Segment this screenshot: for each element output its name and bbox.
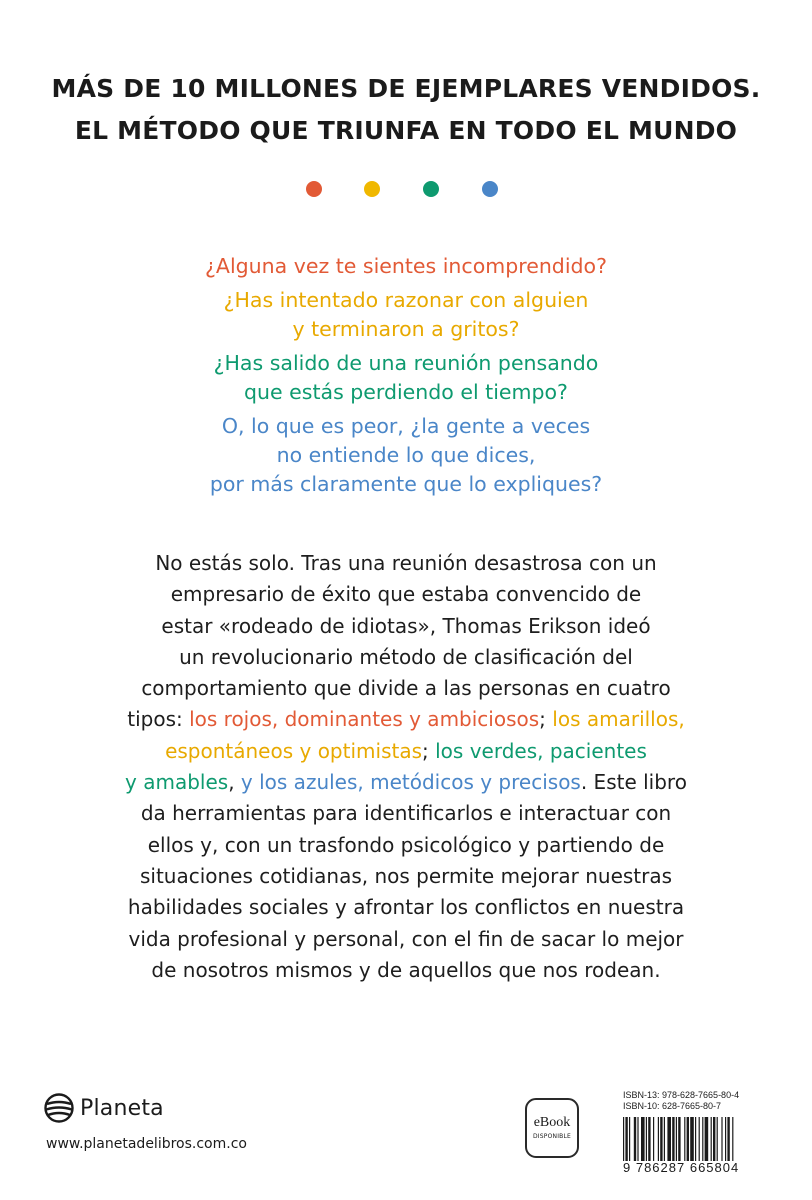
color-dots [0,181,812,201]
blue-dot [482,181,498,197]
red-dot [306,181,322,197]
synopsis-line: comportamiento que divide a las personas en cuatro [141,676,671,701]
publisher-logo [44,1093,164,1123]
publisher-name: Planeta [80,1095,164,1121]
synopsis-line: empresario de éxito que estaba convencido de [170,582,642,607]
synopsis-line: vida profesional y personal, con el fin de sacar lo mejor [128,926,684,951]
synopsis-line-types [100,767,712,798]
synopsis-line: estar «rodeado de idiotas», Thomas Erikson ideó [161,613,651,638]
synopsis-line: da herramientas para identificarlos e interactuar con [140,801,672,826]
synopsis-line-types [100,736,712,767]
green-type-text: los verdes, pacientes [435,738,647,763]
synopsis-line: No estás solo. Tras una reunión desastrosa con un [155,551,657,575]
yellow-type-text: los amarillos, [552,707,685,732]
publisher-url[interactable]: www.planetadelibros.com.co [46,1136,247,1152]
yellow-type-text: espontáneos y optimistas [165,738,423,763]
synopsis-line: habilidades sociales y afrontar los conflictos en nuestra [127,895,685,920]
question-4-line-1: O, lo que es peor, ¿la gente a veces [221,414,591,438]
planeta-globe-icon [44,1093,74,1123]
isbn-13: ISBN-13: 978-628-7665-80-4 [623,1090,740,1100]
synopsis-line: un revolucionario método de clasificación del [179,644,633,669]
synopsis-line: de nosotros mismos y de aquellos que nos rodean. [151,957,661,982]
text-segment: tipos: [127,707,190,732]
question-2-line-1: ¿Has intentado razonar con alguien [223,288,589,312]
text-segment: . Este libro [580,770,687,795]
question-1: ¿Alguna vez te sientes incomprendido? [205,254,607,278]
question-3-line-2: que estás perdiendo el tiempo? [244,380,568,404]
question-3-line-1: ¿Has salido de una reunión pensando [213,351,599,375]
isbn-block [623,1090,773,1175]
barcode [623,1117,773,1161]
ebook-label: eBook [533,1115,571,1130]
blue-type-text: y los azules, metódicos y precisos [240,770,581,795]
synopsis-line: situaciones cotidianas, nos permite mejorar nuestras [139,863,673,888]
green-type-text: y amables [125,770,229,795]
question-4-line-3: por más claramente que lo expliques? [209,472,603,496]
headline-line-1: MÁS DE 10 MILLONES DE EJEMPLARES VENDIDOS. [51,74,761,103]
ebook-badge [525,1098,579,1158]
text-segment: ; [422,738,436,763]
question-2-line-2: y terminaron a gritos? [292,317,520,341]
synopsis-paragraph [100,548,712,986]
barcode-number: 9 786287 665804 [623,1160,740,1175]
synopsis-line-types [100,704,712,735]
text-segment: ; [539,707,553,732]
yellow-dot [364,181,380,197]
headline-line-2: EL MÉTODO QUE TRIUNFA EN TODO EL MUNDO [74,116,738,145]
green-dot [423,181,439,197]
question-4-line-2: no entiende lo que dices, [276,443,536,467]
red-type-text: los rojos, dominantes y ambiciosos [189,707,540,732]
questions-block [0,252,812,499]
ebook-sublabel: DISPONIBLE [532,1133,572,1140]
text-segment: , [228,770,241,795]
isbn-10: ISBN-10: 628-7665-80-7 [623,1101,722,1111]
synopsis-line: ellos y, con un trasfondo psicológico y partiendo de [147,832,665,857]
